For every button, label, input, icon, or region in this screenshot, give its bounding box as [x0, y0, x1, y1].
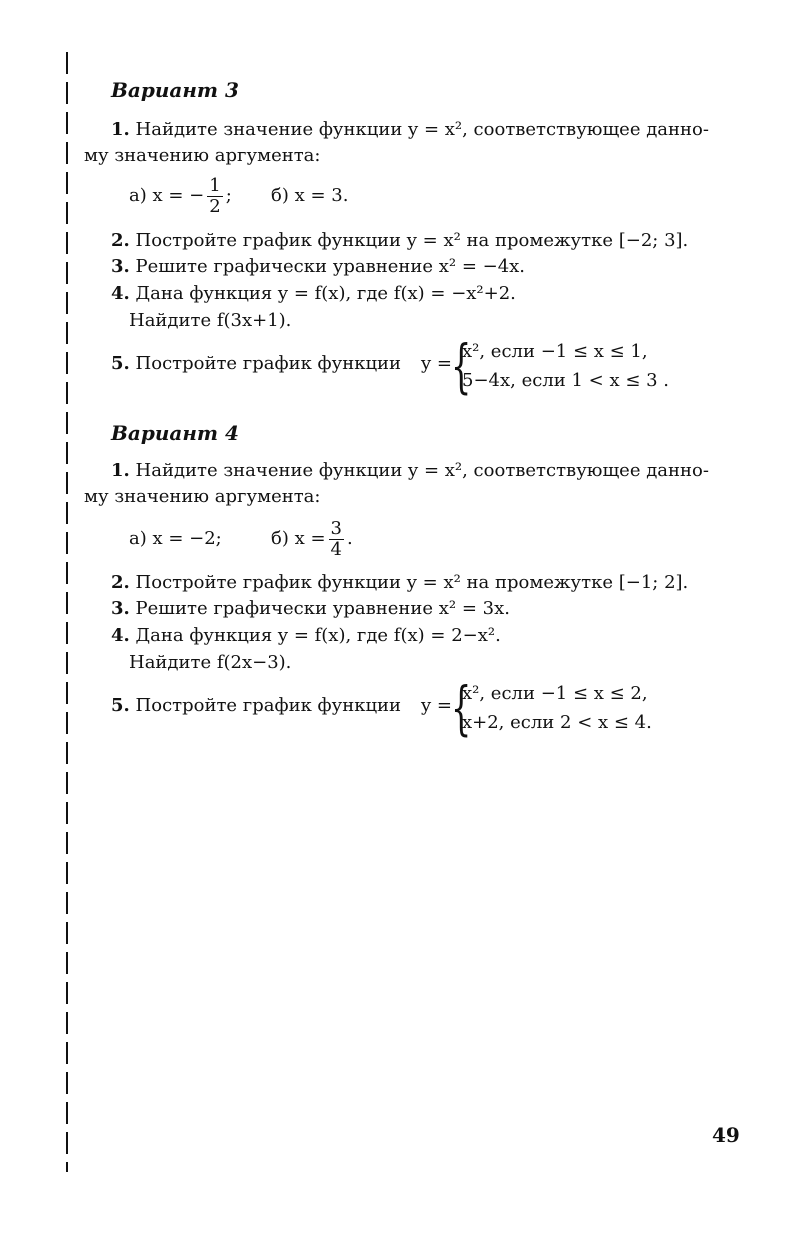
v4-task2: [111, 572, 688, 594]
v4-task1-option-a: а) x = −2;: [129, 528, 222, 549]
v3-fraction-denominator: 2: [209, 195, 221, 217]
v4-task2-number: 2.: [111, 572, 130, 593]
v4-task5: [111, 695, 401, 717]
v3-task1-line2: му значению аргумента:: [84, 145, 321, 166]
v4-task1-line1: [111, 460, 709, 482]
v4-task1-text: Найдите значение функции y = x², соответствующее данно-: [135, 460, 709, 481]
v3-fraction-numerator: 1: [209, 174, 221, 196]
v3-task1-number: 1.: [111, 119, 130, 140]
binding-margin-line: [66, 52, 68, 1172]
page-number: 49: [712, 1123, 740, 1147]
v4-task1-line2: му значению аргумента:: [84, 486, 321, 507]
variant-4-heading: Вариант 4: [111, 421, 239, 445]
v4-piecewise-case-1: x², если −1 ≤ x ≤ 2,: [462, 683, 648, 704]
v4-task4-number: 4.: [111, 625, 130, 646]
v3-task2: [111, 230, 688, 252]
v4-task5-text: Постройте график функции: [135, 695, 402, 716]
v3-task4-line2: Найдите f(3x+1).: [129, 310, 292, 331]
v4-task4: [111, 625, 501, 647]
v4-fraction-denominator: 4: [330, 538, 342, 560]
v4-option-b-fraction: [329, 519, 344, 560]
v4-option-b-suffix: .: [347, 528, 353, 549]
v3-task2-text: Постройте график функции y = x² на промежутке [−2; 3].: [135, 230, 689, 251]
v3-piecewise-case-1: x², если −1 ≤ x ≤ 1,: [462, 341, 648, 362]
v4-piecewise-case-2: x+2, если 2 < x ≤ 4.: [462, 712, 652, 733]
v3-task5-number: 5.: [111, 353, 130, 374]
v3-task1-line1: [111, 119, 709, 141]
v3-task4-number: 4.: [111, 283, 130, 304]
v3-task2-number: 2.: [111, 230, 130, 251]
v4-task3-number: 3.: [111, 598, 130, 619]
v3-task1-option-a: [129, 173, 232, 219]
v3-option-a-prefix: а) x = −: [129, 185, 205, 206]
v4-task1-number: 1.: [111, 460, 130, 481]
v3-task5: [111, 353, 401, 375]
v3-piecewise-case-2: 5−4x, если 1 < x ≤ 3 .: [462, 370, 670, 391]
v4-task2-text: Постройте график функции y = x² на промежутке [−1; 2].: [135, 572, 689, 593]
v3-task3-number: 3.: [111, 256, 130, 277]
v4-task1-option-b: [271, 516, 353, 562]
v3-task5-y-equals: y =: [421, 353, 452, 374]
v4-task3: [111, 598, 510, 620]
v4-task4-text: Дана функция y = f(x), где f(x) = 2−x².: [135, 625, 501, 646]
v3-piecewise-brace: {: [451, 332, 472, 400]
v3-task4-text: Дана функция y = f(x), где f(x) = −x²+2.: [135, 283, 516, 304]
v3-option-a-fraction: [207, 176, 222, 217]
v3-task5-text: Постройте график функции: [135, 353, 402, 374]
v4-task4-line2: Найдите f(2x−3).: [129, 652, 292, 673]
v4-fraction-numerator: 3: [330, 517, 342, 539]
v3-task3: [111, 256, 525, 278]
v4-piecewise-brace: {: [451, 674, 472, 742]
v3-option-a-suffix: ;: [225, 185, 232, 206]
v3-task1-text: Найдите значение функции y = x², соответствующее данно-: [135, 119, 709, 140]
v4-option-b-prefix: б) x =: [271, 528, 326, 549]
v4-task3-text: Решите графически уравнение x² = 3x.: [135, 598, 510, 619]
v3-task1-option-b: б) x = 3.: [271, 185, 349, 206]
v3-task4: [111, 283, 516, 305]
variant-3-heading: Вариант 3: [111, 78, 239, 102]
v4-task5-y-equals: y =: [421, 695, 452, 716]
v4-task5-number: 5.: [111, 695, 130, 716]
v3-task3-text: Решите графически уравнение x² = −4x.: [135, 256, 526, 277]
